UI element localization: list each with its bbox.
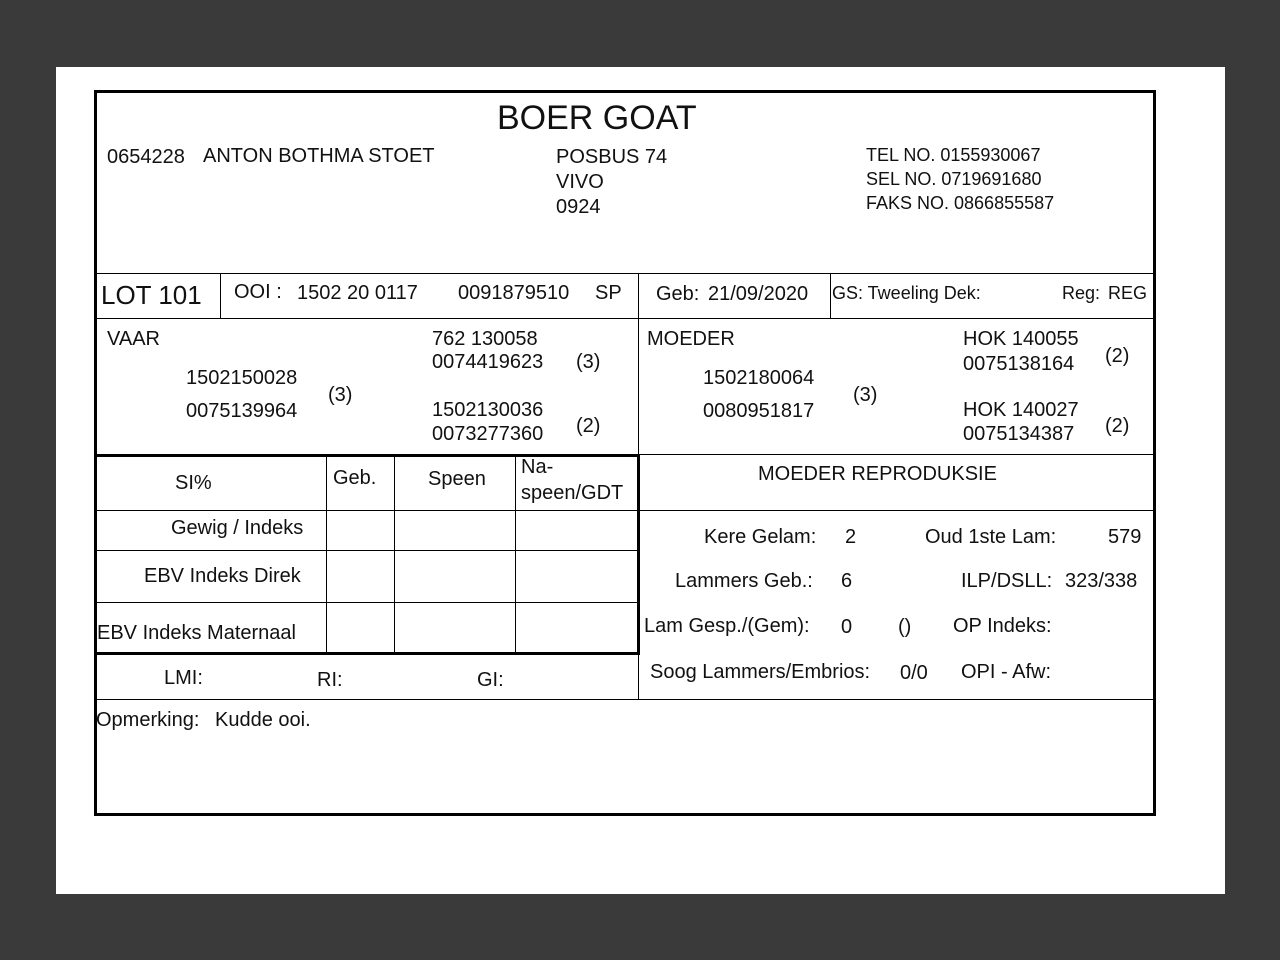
oud-value: 579 [1108,526,1142,548]
geb-date: 21/09/2020 [708,283,809,305]
moeder-dam-grade: (2) [1105,415,1130,437]
ooi-id: 0091879510 [458,282,570,304]
kere-label: Kere Gelam: [704,526,817,548]
lmi-label: LMI: [164,667,203,689]
rule-header [94,273,1156,274]
border-top [94,90,1156,93]
vaar-grade: (3) [328,384,353,406]
gs-label: GS: Tweeling Dek: [832,283,981,303]
breeder-id: 0654228 [107,146,185,168]
oud-label: Oud 1ste Lam: [925,526,1057,548]
moeder-sire-grade: (2) [1105,345,1130,367]
lammers-label: Lammers Geb.: [675,570,813,592]
soog-value: 0/0 [900,662,928,684]
address-line-1: POSBUS 74 [556,146,668,168]
faks-number: FAKS NO. 0866855587 [866,193,1055,213]
moeder-id-2: 0080951817 [703,400,815,422]
table-head-si: SI% [175,472,212,494]
opi-label: OPI - Afw: [961,661,1052,683]
border-right [1153,90,1156,816]
op-indeks-label: OP Indeks: [953,615,1052,637]
table-head-naspeen-2: speen/GDT [521,482,624,504]
moeder-dam-id-2: 0075134387 [963,423,1075,445]
reg-value: REG [1108,283,1148,303]
vaar-sire-id-1: 762 130058 [432,328,538,350]
rule-pedigree-left [94,454,640,457]
moeder-sire-id-2: 0075138164 [963,353,1075,375]
table-head-geb: Geb. [333,467,377,489]
ooi-code: SP [595,282,622,304]
address-line-2: VIVO [556,171,604,193]
gesp-paren: () [898,616,912,638]
gesp-value: 0 [841,616,853,638]
vaar-dam-grade: (2) [576,415,601,437]
border-bottom [94,813,1156,816]
table-row-ebv-maternaal: EBV Indeks Maternaal [97,622,296,644]
remarks-value: Kudde ooi. [215,709,311,731]
table-row-gewig: Gewig / Indeks [171,517,304,539]
address-line-3: 0924 [556,196,601,218]
gi-label: GI: [477,669,504,691]
gesp-label: Lam Gesp./(Gem): [644,615,810,637]
lammers-value: 6 [841,570,853,592]
rule-geb-divider [830,273,831,318]
table-head-speen: Speen [428,468,486,490]
vaar-label: VAAR [107,328,160,350]
rule-row3 [94,652,640,655]
vaar-dam-id-2: 0073277360 [432,423,544,445]
remarks-label: Opmerking: [96,709,200,731]
moeder-grade: (3) [853,384,878,406]
rule-table-head [94,510,1156,511]
doc-title: BOER GOAT [497,99,697,137]
ooi-label: OOI : [234,281,282,303]
rule-indices [94,699,1156,700]
rule-col1 [326,456,327,652]
moeder-label: MOEDER [647,328,735,350]
breeder-name: ANTON BOTHMA STOET [203,145,435,167]
moeder-dam-id-1: HOK 140027 [963,399,1079,421]
moeder-id-1: 1502180064 [703,367,815,389]
rule-row2 [94,602,640,603]
reproduction-title: MOEDER REPRODUKSIE [758,463,997,485]
kere-value: 2 [845,526,857,548]
ooi-number: 1502 20 0117 [297,282,418,304]
rule-table-right [637,454,640,654]
rule-pedigree-right [640,454,1156,455]
moeder-sire-id-1: HOK 140055 [963,328,1079,350]
lot-label: LOT 101 [101,280,202,310]
geb-label: Geb: [656,283,700,305]
soog-label: Soog Lammers/Embrios: [650,661,871,683]
vaar-dam-id-1: 1502130036 [432,399,544,421]
table-head-naspeen-1: Na- [521,456,554,478]
vaar-id-1: 1502150028 [186,367,298,389]
table-row-ebv-direk: EBV Indeks Direk [144,565,301,587]
vaar-sire-grade: (3) [576,351,601,373]
tel-number: TEL NO. 0155930067 [866,145,1041,165]
ri-label: RI: [317,669,343,691]
lot-card [94,90,1156,816]
rule-col3 [515,456,516,652]
rule-lot [94,318,1156,319]
rule-lot-divider [220,273,221,318]
sel-number: SEL NO. 0719691680 [866,169,1042,189]
ilp-value: 323/338 [1065,570,1138,592]
border-left [94,90,97,816]
rule-col2 [394,456,395,652]
vaar-id-2: 0075139964 [186,400,298,422]
vaar-sire-id-2: 0074419623 [432,351,544,373]
reg-label: Reg: [1062,283,1101,303]
ilp-label: ILP/DSLL: [961,570,1053,592]
rule-row1 [94,550,640,551]
